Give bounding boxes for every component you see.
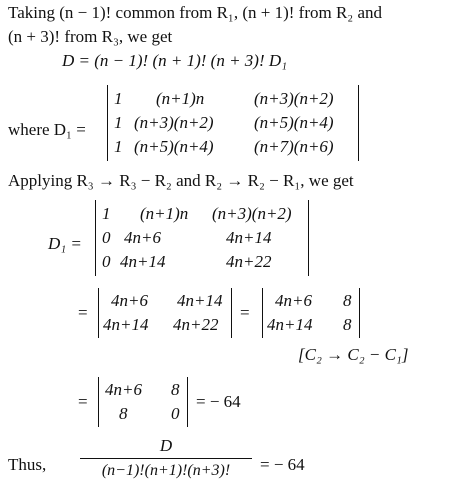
d1-label: D₁ = <box>48 234 82 253</box>
matrix-cell: (n+5)(n+4) <box>134 137 214 156</box>
thus-label: Thus, <box>8 455 47 474</box>
matrix-cell: 4n+6 <box>111 291 148 310</box>
equals-sign: = <box>240 303 250 322</box>
determinant-d1 <box>107 85 359 161</box>
matrix-cell: 4n+6 <box>124 228 161 247</box>
matrix-cell: 8 <box>119 404 128 423</box>
matrix-cell: 4n+6 <box>105 380 142 399</box>
matrix-row <box>108 135 358 159</box>
fraction-numerator: D <box>159 436 173 455</box>
matrix-row <box>96 250 308 274</box>
matrix-cell: 1 <box>114 89 123 108</box>
matrix-cell: 1 <box>102 204 111 223</box>
fraction-bar <box>80 458 252 459</box>
matrix-cell: 4n+14 <box>177 291 223 310</box>
matrix-cell: (n+1)n <box>156 89 205 108</box>
determinant-d1-reduced <box>95 200 309 276</box>
determinant-2x2-a <box>98 288 232 338</box>
matrix-row <box>263 289 359 313</box>
matrix-cell: 4n+6 <box>275 291 312 310</box>
determinant-2x2-b <box>262 288 360 338</box>
column-operation: [C₂ → C₂ − C₁] <box>298 345 409 364</box>
matrix-cell: (n+1)n <box>140 204 189 223</box>
matrix-cell: 8 <box>343 291 352 310</box>
matrix-cell: 1 <box>114 137 123 156</box>
equation-d: D = (n − 1)! (n + 1)! (n + 3)! D₁ <box>62 51 288 70</box>
matrix-row <box>263 313 359 337</box>
matrix-cell: 8 <box>343 315 352 334</box>
matrix-cell: 8 <box>171 380 180 399</box>
where-label: where D₁ = <box>8 120 86 139</box>
final-result: = − 64 <box>260 455 305 474</box>
matrix-row <box>96 202 308 226</box>
matrix-cell: (n+7)(n+6) <box>254 137 334 156</box>
matrix-cell: 0 <box>102 228 111 247</box>
result-value: = − 64 <box>196 392 241 411</box>
matrix-cell: 4n+14 <box>103 315 149 334</box>
matrix-cell: 4n+14 <box>226 228 272 247</box>
matrix-row <box>99 402 187 426</box>
matrix-row <box>108 111 358 135</box>
matrix-row <box>108 87 358 111</box>
applying-line: Applying R₃ → R₃ − R₂ and R₂ → R₂ − R₁, we get <box>8 171 354 190</box>
determinant-2x2-c <box>98 377 188 427</box>
matrix-cell: (n+3)(n+2) <box>134 113 214 132</box>
matrix-cell: 1 <box>114 113 123 132</box>
matrix-row <box>99 289 231 313</box>
equals-sign: = <box>78 303 88 322</box>
equals-sign: = <box>78 392 88 411</box>
matrix-cell: 0 <box>102 252 111 271</box>
matrix-row <box>96 226 308 250</box>
matrix-cell: 4n+14 <box>120 252 166 271</box>
text-line-1: Taking (n − 1)! common from R₁, (n + 1)! from R₂ and <box>8 3 383 22</box>
matrix-cell: (n+5)(n+4) <box>254 113 334 132</box>
final-fraction <box>80 436 252 481</box>
fraction-denominator: (n−1)!(n+1)!(n+3)! <box>101 462 231 479</box>
matrix-cell: 0 <box>171 404 180 423</box>
matrix-row <box>99 378 187 402</box>
matrix-cell: 4n+14 <box>267 315 313 334</box>
matrix-cell: 4n+22 <box>226 252 272 271</box>
matrix-cell: 4n+22 <box>173 315 219 334</box>
matrix-cell: (n+3)(n+2) <box>254 89 334 108</box>
matrix-cell: (n+3)(n+2) <box>212 204 292 223</box>
matrix-row <box>99 313 231 337</box>
text-line-2: (n + 3)! from R₃, we get <box>8 27 173 46</box>
